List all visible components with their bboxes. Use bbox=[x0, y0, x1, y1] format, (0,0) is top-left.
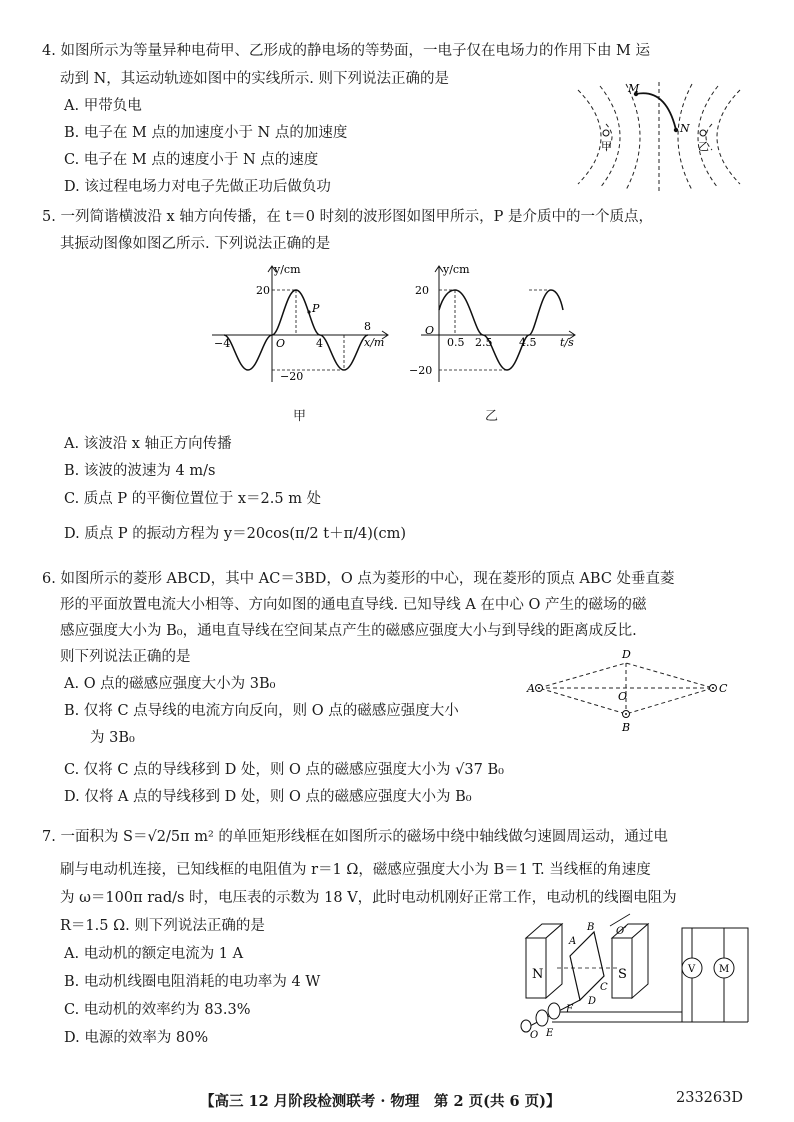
q6-option-b: B. 仅将 C 点导线的电流方向反向，则 O 点的磁感应强度大小 bbox=[64, 703, 459, 719]
q4-option-d: D. 该过程电场力对电子先做正功后做负功 bbox=[64, 179, 331, 195]
q6-stem-line2: 形的平面放置电流大小相等、方向如图的通电直导线. 已知导线 A 在中心 O 产生的磁场的磁 bbox=[60, 597, 647, 613]
q7-stem-line1: 7. 一面积为 S＝√2/5π m² 的单匝矩形线框在如图所示的磁场中绕中轴线做匀速圆周运动，通过电 bbox=[42, 829, 668, 845]
q5-yi-xlabel: t/s bbox=[560, 336, 574, 349]
footer-title: 【高三 12 月阶段检测联考 · 物理 第 2 页(共 6 页)】 bbox=[200, 1093, 561, 1110]
q7-stem-line2: 刷与电动机连接，已知线框的电阻值为 r＝1 Ω，磁感应强度大小为 B＝1 T. 当线框的角速度 bbox=[60, 862, 651, 878]
q5-vibration-graph-yi bbox=[405, 260, 605, 390]
q7-motor-label: M bbox=[719, 964, 730, 975]
q7-stem-line3: 为 ω＝100π rad/s 时，电压表的示数为 18 V，此时电动机刚好正常工作，电动机的线圈电阻为 bbox=[60, 890, 677, 906]
q5-jia-tick-4: 4 bbox=[316, 337, 323, 350]
q7-label-C: C bbox=[600, 982, 608, 993]
q4-stem-line1: 4. 如图所示为等量异种电荷甲、乙形成的静电场的等势面，一电子仅在电场力的作用下由 M 运 bbox=[42, 43, 651, 59]
q6-option-a: A. O 点的磁感应强度大小为 3B₀ bbox=[64, 676, 276, 692]
q7-generator-figure bbox=[512, 918, 762, 1041]
q5-option-d: D. 质点 P 的振动方程为 y＝20cos(π/2 t＋π/4)(cm) bbox=[64, 526, 407, 542]
q6-stem-line4: 则下列说法正确的是 bbox=[60, 649, 191, 665]
q5-yi-ylabel: y/cm bbox=[443, 263, 470, 276]
q7-option-d: D. 电源的效率为 80% bbox=[64, 1030, 209, 1046]
q5-yi-tick-2-5: 2.5 bbox=[475, 336, 493, 349]
q5-jia-tick-origin: O bbox=[276, 337, 286, 350]
q7-voltmeter-label: V bbox=[688, 964, 696, 975]
q5-jia-xlabel: x/m bbox=[364, 336, 385, 349]
q4-label-N: N bbox=[680, 122, 690, 135]
q5-yi-yneg20: −20 bbox=[409, 364, 433, 377]
q5-yi-tick-4-5: 4.5 bbox=[519, 336, 537, 349]
q7-label-B: B bbox=[587, 922, 595, 933]
q5-jia-tick-neg4: −4 bbox=[214, 337, 231, 350]
q7-label-F: F bbox=[566, 1004, 573, 1015]
q4-option-b: B. 电子在 M 点的加速度小于 N 点的加速度 bbox=[64, 125, 348, 141]
q7-label-O-prime: O′ bbox=[616, 926, 627, 937]
q5-yi-y20: 20 bbox=[415, 284, 429, 297]
q5-yi-tick-origin: O bbox=[425, 324, 435, 337]
q5-caption-yi: 乙 bbox=[485, 409, 499, 424]
q5-stem-line2: 其振动图像如图乙所示. 下列说法正确的是 bbox=[60, 236, 331, 252]
q5-option-a: A. 该波沿 x 轴正方向传播 bbox=[64, 436, 232, 452]
q6-rhombus-figure bbox=[525, 645, 745, 737]
q6-option-c: C. 仅将 C 点的导线移到 D 处，则 O 点的磁感应强度大小为 √37 B₀ bbox=[64, 762, 504, 778]
q4-label-M: M bbox=[628, 82, 640, 95]
q4-label-yi: 乙 bbox=[698, 140, 709, 153]
q6-stem-line3: 感应强度大小为 B₀，通电直导线在空间某点产生的磁感应强度大小与到导线的距离成反比. bbox=[60, 623, 637, 639]
q5-jia-tick-8: 8 bbox=[364, 320, 371, 333]
q5-jia-yneg20: −20 bbox=[280, 370, 304, 383]
q7-option-a: A. 电动机的额定电流为 1 A bbox=[64, 946, 244, 962]
q5-option-b: B. 该波的波速为 4 m/s bbox=[64, 463, 216, 479]
q6-label-C: C bbox=[719, 682, 728, 695]
q7-option-c: C. 电动机的效率约为 83.3% bbox=[64, 1002, 251, 1018]
q4-stem-line2: 动到 N，其运动轨迹如图中的实线所示. 则下列说法正确的是 bbox=[60, 71, 450, 87]
q4-option-a: A. 甲带负电 bbox=[64, 98, 142, 114]
footer-code: 233263D bbox=[676, 1090, 743, 1106]
q4-equipotential-figure bbox=[566, 80, 756, 195]
q6-stem-line1: 6. 如图所示的菱形 ABCD，其中 AC＝3BD，O 点为菱形的中心，现在菱形的顶点 ABC 处垂直菱 bbox=[42, 571, 675, 587]
q7-label-D: D bbox=[588, 996, 597, 1007]
q6-label-D: D bbox=[622, 648, 631, 661]
q7-label-O: O bbox=[530, 1030, 539, 1041]
q6-label-A: A bbox=[527, 682, 535, 695]
q5-wave-graph-jia bbox=[208, 260, 408, 390]
q7-option-b: B. 电动机线圈电阻消耗的电功率为 4 W bbox=[64, 974, 321, 990]
q5-jia-ylabel: y/cm bbox=[274, 263, 301, 276]
q6-label-O: O bbox=[618, 690, 628, 703]
q5-jia-y20: 20 bbox=[256, 284, 270, 297]
q4-option-c: C. 电子在 M 点的速度小于 N 点的速度 bbox=[64, 152, 319, 168]
q6-option-b-cont: 为 3B₀ bbox=[90, 730, 135, 746]
q7-label-S: S bbox=[618, 967, 627, 982]
q5-caption-jia: 甲 bbox=[293, 409, 307, 424]
q6-option-d: D. 仅将 A 点的导线移到 D 处，则 O 点的磁感应强度大小为 B₀ bbox=[64, 789, 472, 805]
q7-stem-line4: R＝1.5 Ω. 则下列说法正确的是 bbox=[60, 918, 265, 934]
q7-label-N: N bbox=[532, 967, 544, 982]
q6-label-B: B bbox=[622, 721, 631, 734]
q7-label-A: A bbox=[569, 936, 577, 947]
q5-option-c: C. 质点 P 的平衡位置位于 x＝2.5 m 处 bbox=[64, 491, 322, 507]
q7-label-E: E bbox=[546, 1028, 554, 1039]
q4-label-jia: 甲 bbox=[601, 140, 612, 153]
q5-jia-label-P: P bbox=[312, 302, 320, 315]
q5-yi-tick-0-5: 0.5 bbox=[447, 336, 465, 349]
q5-stem-line1: 5. 一列简谐横波沿 x 轴方向传播，在 t＝0 时刻的波形图如图甲所示，P 是介质中的一个质点， bbox=[42, 209, 653, 225]
